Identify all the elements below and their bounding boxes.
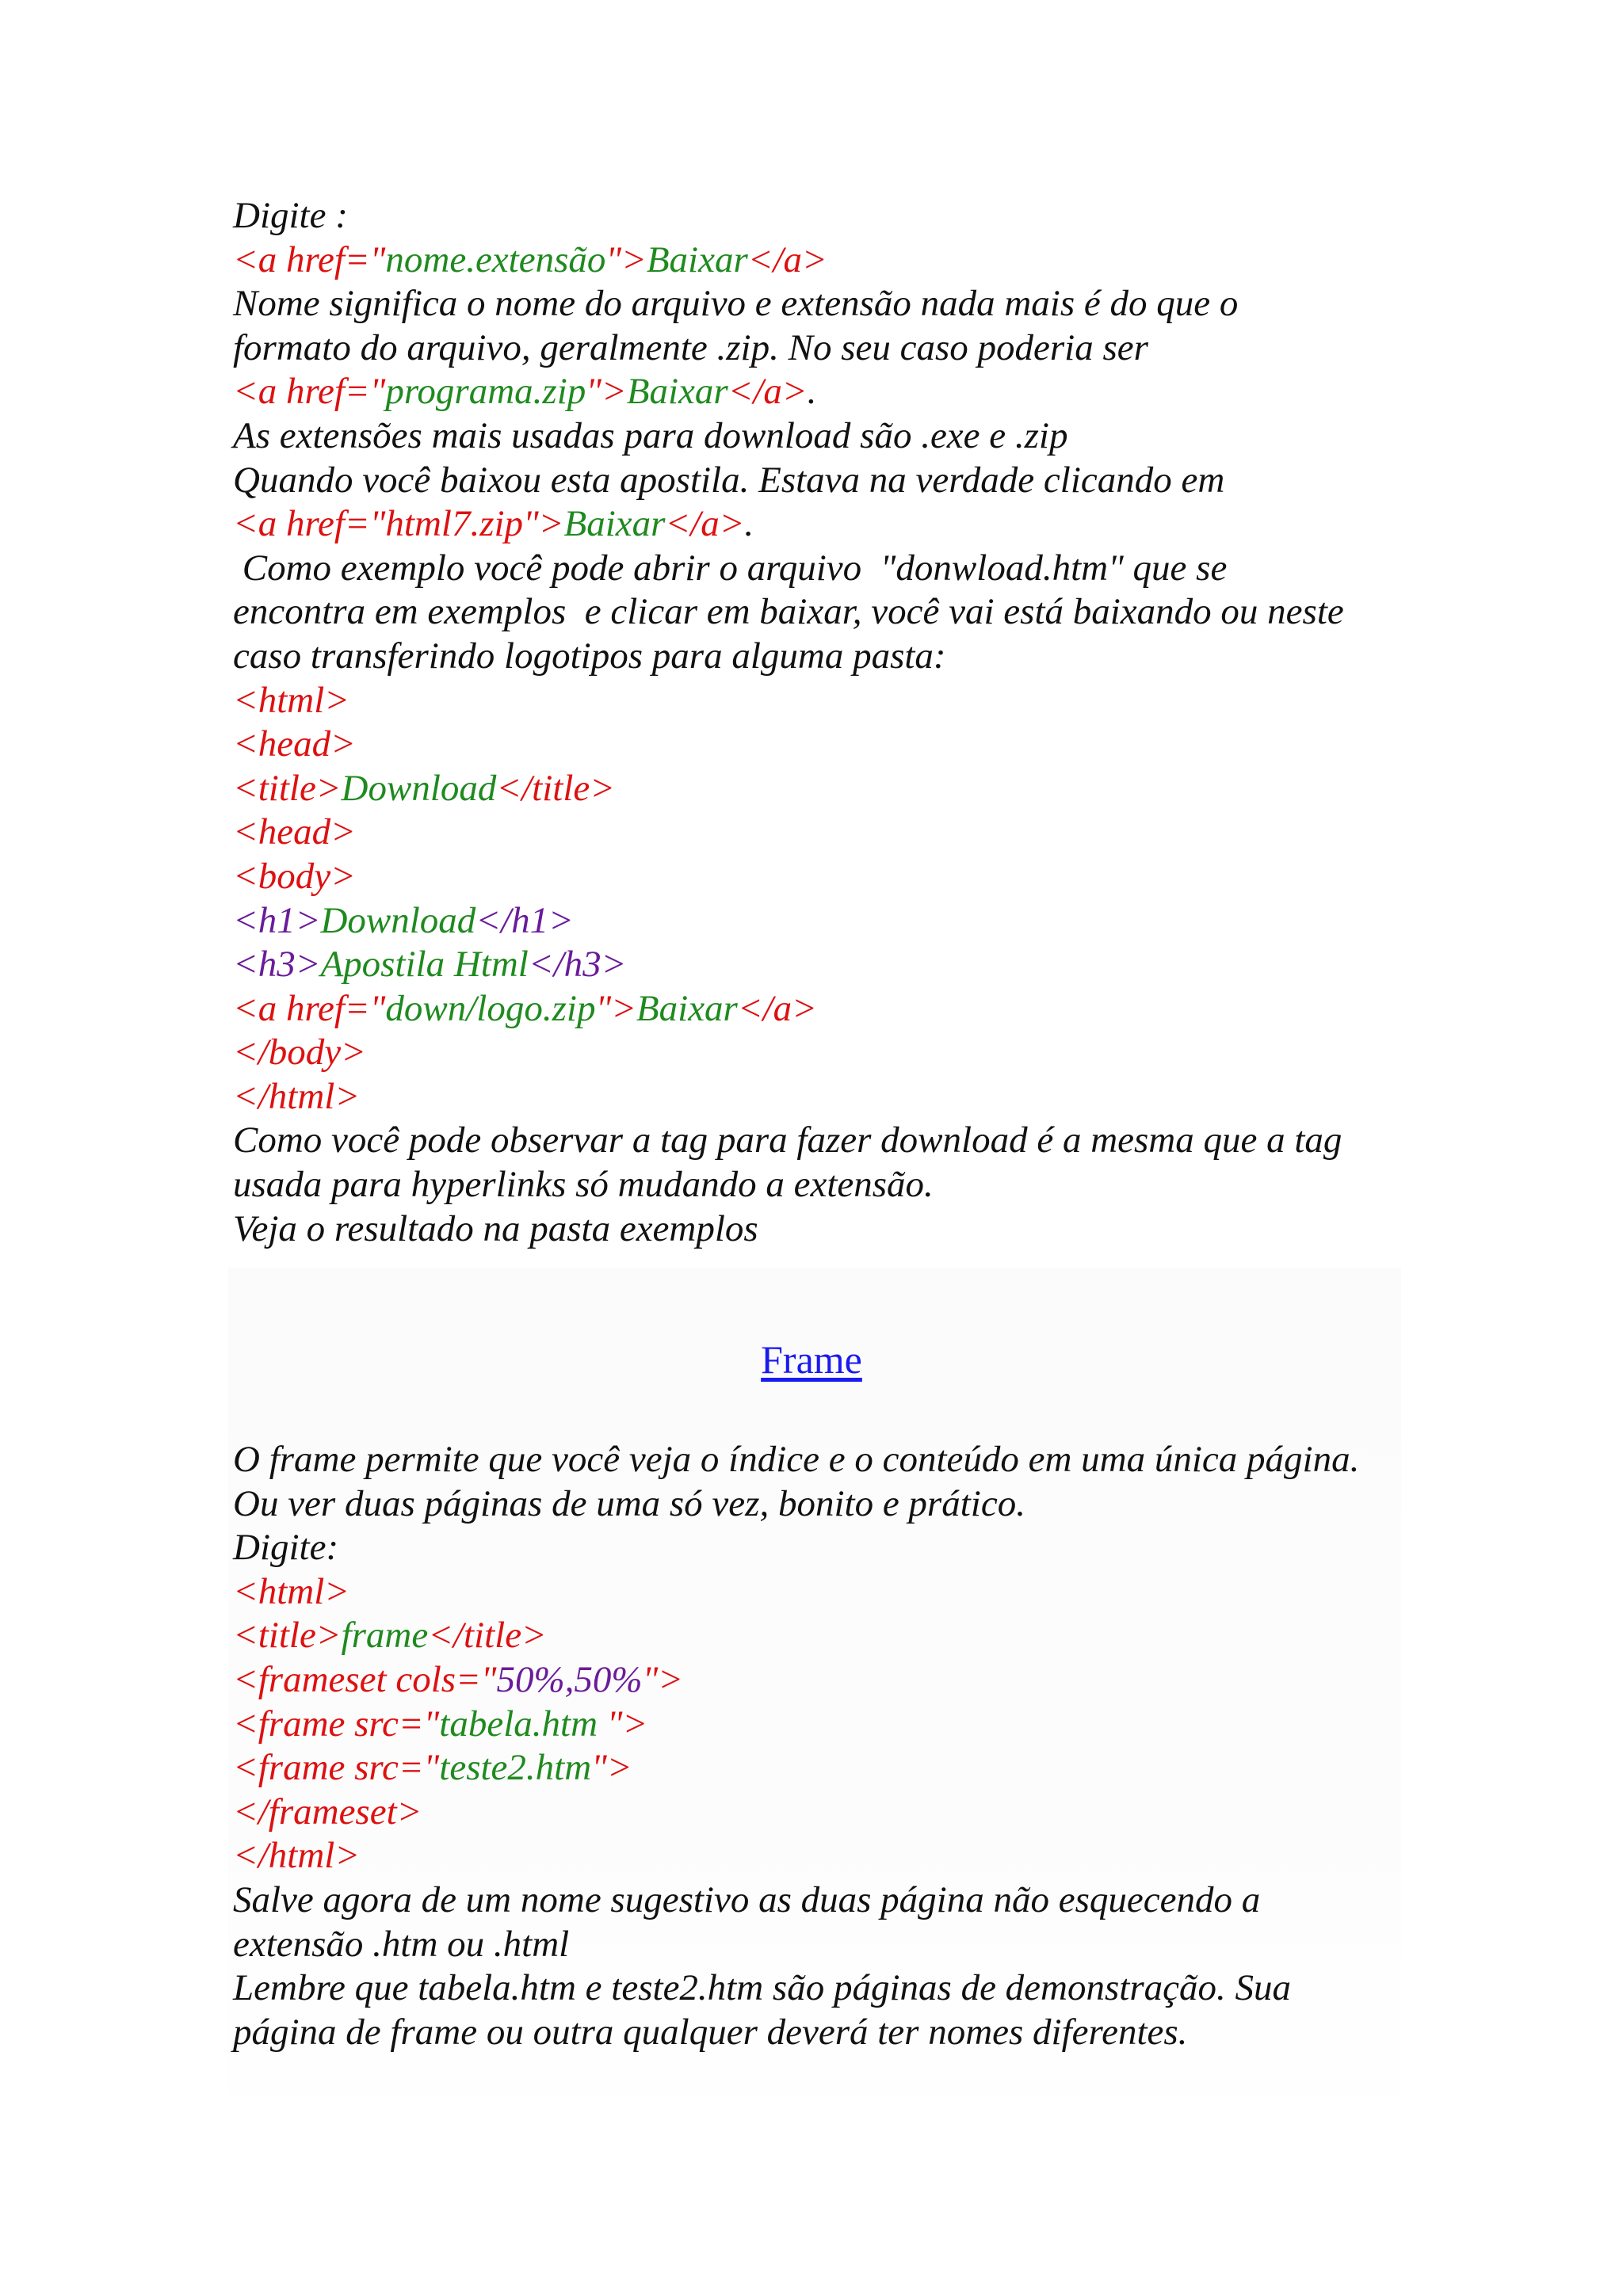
text-line (233, 1526, 1359, 1570)
text-line (233, 1031, 1344, 1075)
code-segment: </html> (233, 1075, 361, 1117)
code-segment: </a> (665, 503, 745, 545)
code-segment: </h3> (528, 944, 627, 986)
code-segment: </a> (727, 371, 808, 413)
prose-segment: Quando você baixou esta apostila. Estava na verdade clicando em (233, 459, 1225, 501)
prose-segment: Lembre que tabela.htm e teste2.htm são páginas de demonstração. Sua (233, 1967, 1291, 2009)
code-segment: Baixar (646, 238, 748, 280)
code-segment: frame (341, 1615, 429, 1657)
code-segment: <a href=" (233, 987, 386, 1029)
prose-segment: página de frame ou outra qualquer deverá ter nomes diferentes. (233, 2011, 1188, 2053)
text-line (233, 282, 1344, 326)
code-segment: 50%,50% (496, 1658, 643, 1700)
code-segment: Baixar (563, 503, 666, 545)
text-line (233, 1746, 1359, 1791)
code-segment: "> (642, 1658, 684, 1700)
text-line (233, 767, 1344, 811)
frame-heading (0, 1336, 1623, 1383)
text-line (233, 1703, 1359, 1747)
text-line (233, 414, 1344, 459)
code-segment: Apostila Html (320, 944, 529, 986)
prose-segment: formato do arquivo, geralmente .zip. No seu caso poderia ser (233, 326, 1148, 368)
prose-segment: . (807, 371, 817, 413)
code-segment: </body> (233, 1032, 366, 1074)
code-segment: <frameset cols=" (233, 1658, 497, 1700)
code-segment: tabela.htm (439, 1703, 607, 1745)
text-line (233, 1614, 1359, 1658)
code-segment: <html> (233, 679, 349, 721)
code-segment: <head> (233, 811, 356, 853)
prose-segment: . (744, 503, 754, 545)
prose-segment: extensão .htm ou .html (233, 1923, 570, 1965)
code-segment: </title> (496, 767, 615, 809)
prose-segment: Digite : (233, 195, 348, 236)
text-line (233, 2011, 1359, 2055)
code-segment: </a> (747, 238, 827, 280)
text-line (233, 1658, 1359, 1703)
code-segment: programa.zip (385, 371, 586, 413)
code-segment: "> (605, 238, 647, 280)
text-line (233, 635, 1344, 679)
text-line (233, 987, 1344, 1032)
code-segment: down/logo.zip (385, 987, 596, 1029)
prose-segment: Salve agora de um nome sugestivo as duas página não esquecendo a (233, 1878, 1261, 1920)
code-segment: </a> (737, 987, 817, 1029)
text-line (233, 547, 1344, 591)
text-line (233, 1923, 1359, 1967)
code-segment: Baixar (636, 987, 738, 1029)
code-segment: <html> (233, 1570, 349, 1612)
text-line (233, 370, 1344, 414)
code-segment: <title> (233, 767, 342, 809)
prose-segment: Como você pode observar a tag para fazer download é a mesma que a tag (233, 1119, 1342, 1161)
text-line (233, 326, 1344, 371)
code-segment: "> (595, 987, 636, 1029)
text-line (233, 502, 1344, 547)
code-segment: </frameset> (233, 1791, 422, 1833)
text-line (233, 1163, 1344, 1207)
prose-segment: Digite: (233, 1527, 339, 1569)
code-segment: </h1> (475, 899, 574, 941)
prose-segment: Veja o resultado na pasta exemplos (233, 1207, 758, 1249)
text-line (233, 1482, 1359, 1527)
text-line (233, 194, 1344, 238)
text-line (233, 679, 1344, 723)
text-line (233, 943, 1344, 987)
code-segment: <a href=" (233, 238, 386, 280)
text-line (233, 459, 1344, 503)
text-line (233, 1834, 1359, 1878)
code-segment: <frame src=" (233, 1747, 440, 1789)
prose-segment: encontra em exemplos e clicar em baixar, você vai está baixando ou neste (233, 591, 1344, 633)
text-line (233, 1791, 1359, 1835)
text-line (233, 238, 1344, 283)
code-segment: </html> (233, 1835, 361, 1877)
code-segment: Baixar (626, 371, 728, 413)
prose-segment: As extensões mais usadas para download são .exe e .zip (233, 414, 1068, 456)
code-segment: <frame src=" (233, 1703, 440, 1745)
code-segment: <title> (233, 1615, 342, 1657)
text-line (233, 855, 1344, 899)
text-line (233, 1207, 1344, 1252)
prose-segment: Nome significa o nome do arquivo e extensão nada mais é do que o (233, 283, 1239, 325)
code-segment: Download (341, 767, 497, 809)
code-segment: "> (606, 1703, 648, 1745)
code-segment: </title> (428, 1615, 547, 1657)
code-segment: teste2.htm (439, 1747, 592, 1789)
code-segment: "> (586, 371, 627, 413)
text-line (233, 1075, 1344, 1119)
text-line (233, 899, 1344, 944)
code-segment: "> (591, 1747, 632, 1789)
download-section-text (233, 194, 1344, 1251)
prose-segment: usada para hyperlinks só mudando a extensão. (233, 1164, 934, 1206)
frame-section-text (233, 1438, 1359, 2054)
prose-segment: caso transferindo logotipos para alguma pasta: (233, 635, 946, 677)
code-segment: Download (320, 899, 476, 941)
text-line (233, 723, 1344, 767)
text-line (233, 810, 1344, 855)
code-segment: nome.extensão (385, 238, 606, 280)
prose-segment: Ou ver duas páginas de uma só vez, bonito e prático. (233, 1482, 1025, 1524)
text-line (233, 1119, 1344, 1163)
prose-segment: O frame permite que você veja o índice e o conteúdo em uma única página. (233, 1439, 1360, 1480)
text-line (233, 1438, 1359, 1482)
code-segment: <h1> (233, 899, 321, 941)
text-line (233, 1966, 1359, 2011)
code-segment: <body> (233, 855, 356, 897)
text-line (233, 1570, 1359, 1615)
prose-segment: Como exemplo você pode abrir o arquivo "donwload.htm" que se (233, 547, 1228, 589)
text-line (233, 590, 1344, 635)
code-segment: <h3> (233, 944, 321, 986)
code-segment: <head> (233, 723, 356, 765)
frame-heading-link[interactable]: Frame (761, 1337, 862, 1382)
code-segment: <a href="html7.zip"> (233, 503, 564, 545)
text-line (233, 1878, 1359, 1923)
code-segment: <a href=" (233, 371, 386, 413)
